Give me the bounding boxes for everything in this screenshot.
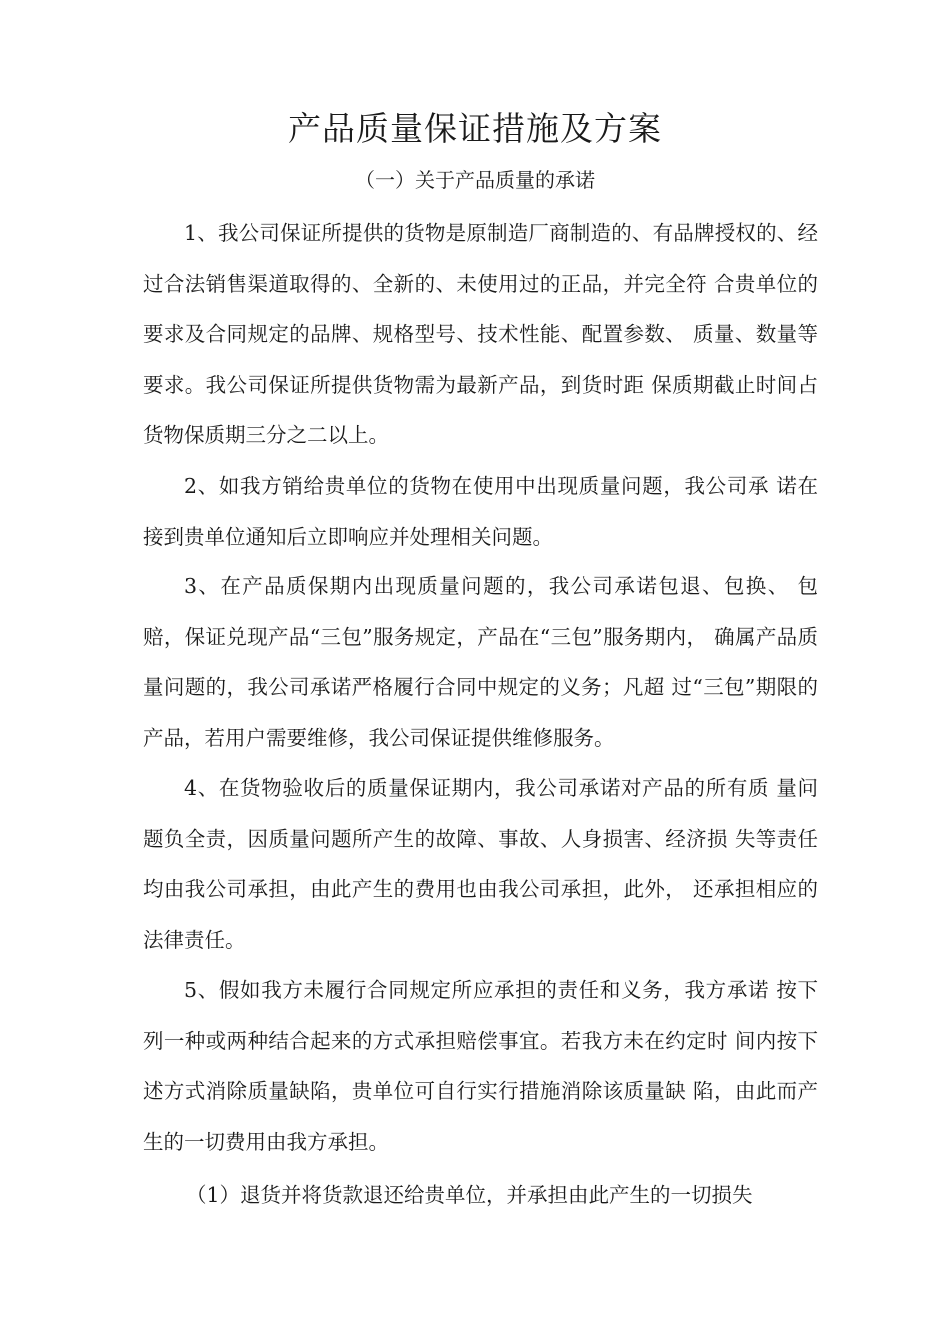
- paragraph-3: 3、在产品质保期内出现质量问题的，我公司承诺包退、包换、 包赔，保证兑现产品“三包”服务规定，产品在“三包”服务期内， 确属产品质量问题的，我公司承诺严格履行合同中规定的义务；凡超 过“三包”期限的产品，若用户需要维修，我公司保证提供维修服务。: [143, 574, 818, 750]
- paragraph-4: 4、在货物验收后的质量保证期内，我公司承诺对产品的所有质 量问题负全责，因质量问题所产生的故障、事故、人身损害、经济损 失等责任均由我公司承担，由此产生的费用也由我公司承担，此外， 还承担相应的法律责任。: [143, 776, 818, 952]
- list-item-1: （1）退货并将货款退还给贵单位，并承担由此产生的一切损失: [186, 1183, 753, 1207]
- section-heading: （一）关于产品质量的承诺: [355, 168, 595, 192]
- paragraph-1: 1、我公司保证所提供的货物是原制造厂商制造的、有品牌授权的、经过合法销售渠道取得的、全新的、未使用过的正品，并完全符 合贵单位的要求及合同规定的品牌、规格型号、技术性能、配置参数、 质量、数量等要求。我公司保证所提供货物需为最新产品，到货时距 保质期截止时间占货物保质期三分之二以上。: [143, 221, 818, 447]
- document-title: 产品质量保证措施及方案: [288, 109, 662, 148]
- paragraph-5: 5、假如我方未履行合同规定所应承担的责任和义务，我方承诺 按下列一种或两种结合起来的方式承担赔偿事宜。若我方未在约定时 间内按下述方式消除质量缺陷，贵单位可自行实行措施消除该质量缺 陷，由此而产生的一切费用由我方承担。: [143, 978, 818, 1154]
- paragraph-2: 2、如我方销给贵单位的货物在使用中出现质量问题，我公司承 诺在接到贵单位通知后立即响应并处理相关问题。: [143, 474, 818, 549]
